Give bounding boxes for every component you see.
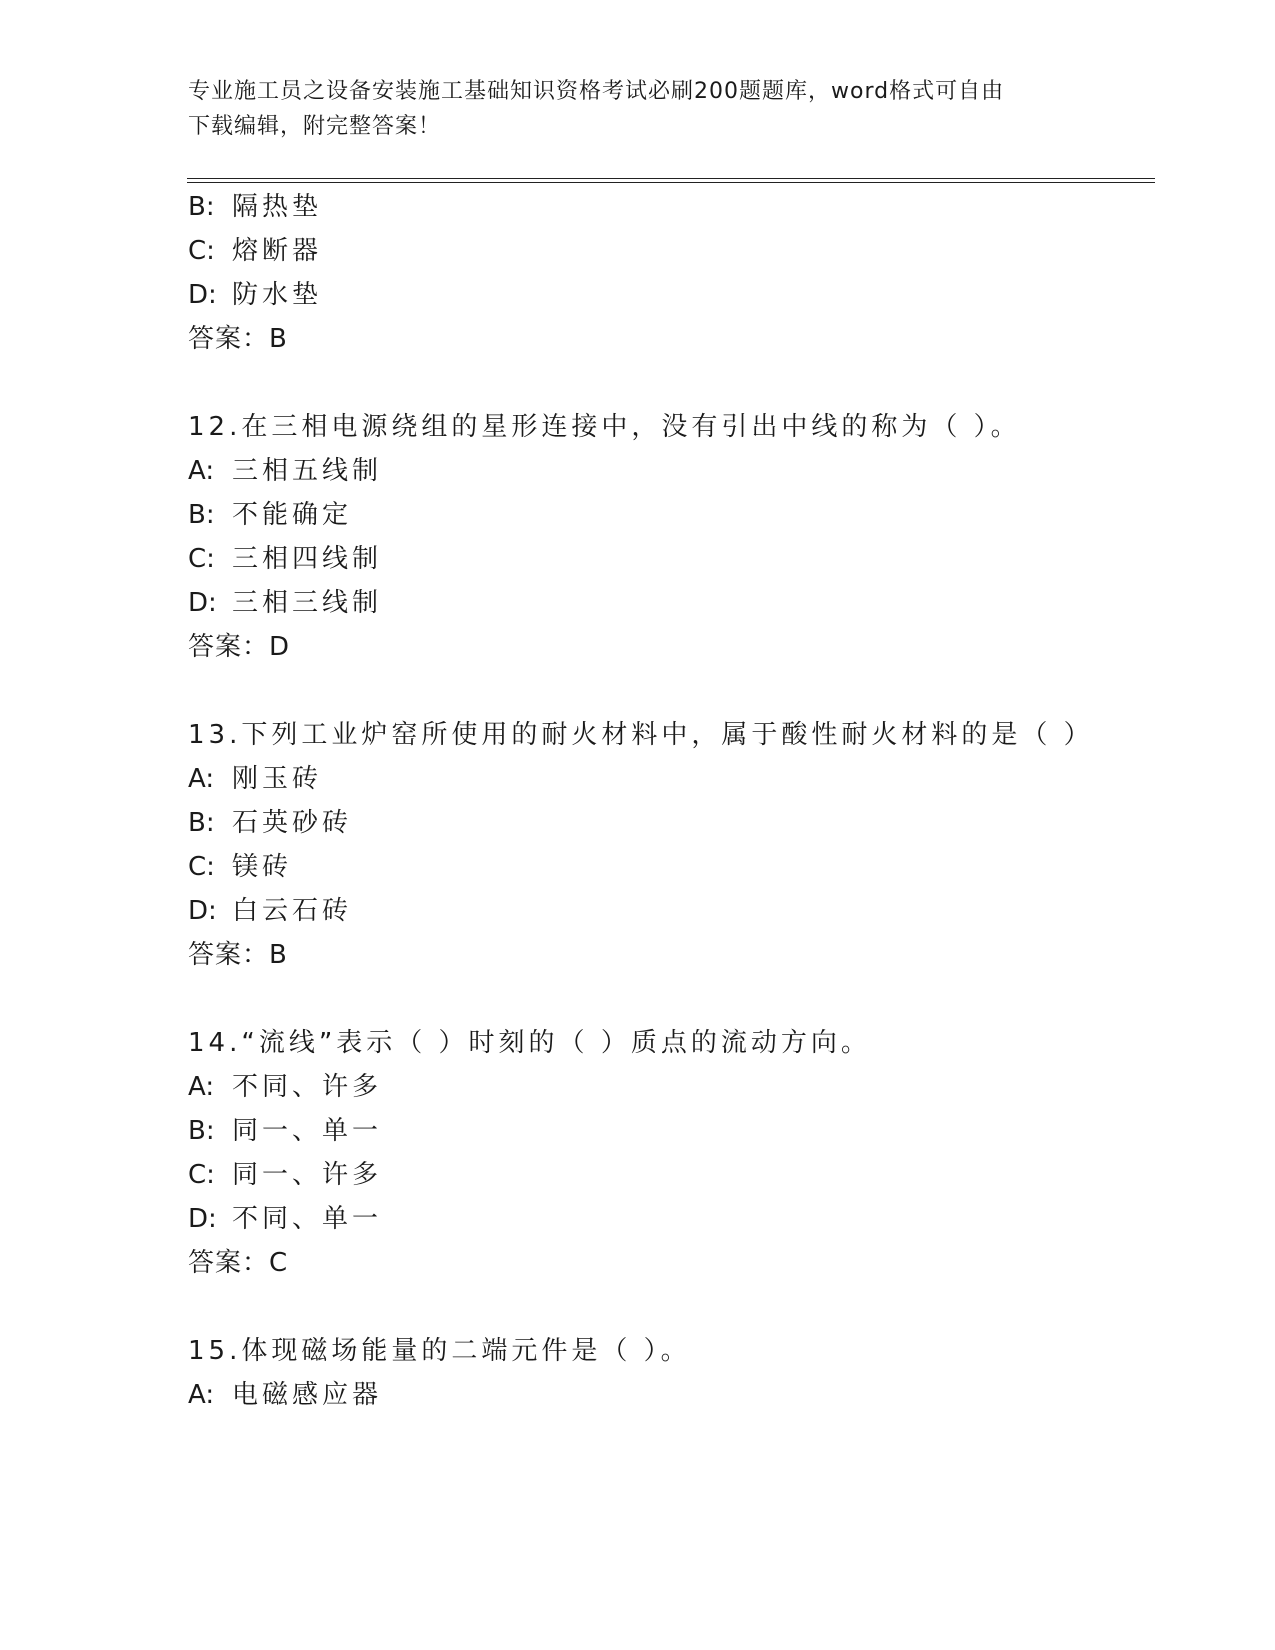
option-text: 防水垫 [232, 280, 323, 310]
option-a [188, 1070, 382, 1104]
option-text: 熔断器 [232, 236, 323, 266]
option-label: D: [188, 588, 217, 618]
question-stem: 15.体现磁场能量的二端元件是（ ）。 [188, 1336, 691, 1366]
option-b [188, 190, 322, 224]
option-text: 同一、单一 [232, 1116, 383, 1146]
question-stem: 14.“流线”表示（ ）时刻的（ ）质点的流动方向。 [188, 1028, 871, 1058]
option-label: C: [188, 544, 215, 574]
option-text: 三相五线制 [232, 456, 383, 486]
option-label: A: [188, 1380, 215, 1410]
option-label: A: [188, 1072, 215, 1102]
option-text: 三相三线制 [232, 588, 383, 618]
option-text: 三相四线制 [232, 544, 383, 574]
option-label: D: [188, 896, 217, 926]
option-text: 电磁感应器 [232, 1380, 383, 1410]
option-d [188, 1202, 382, 1236]
option-a [188, 762, 322, 796]
option-text: 不同、单一 [232, 1204, 383, 1234]
option-label: B: [188, 500, 215, 530]
option-d [188, 278, 322, 312]
option-c [188, 1158, 382, 1192]
option-label: D: [188, 280, 217, 310]
option-text: 石英砂砖 [232, 808, 353, 838]
answer: 答案：B [188, 324, 288, 354]
option-a [188, 1378, 382, 1412]
option-label: A: [188, 764, 215, 794]
answer: 答案：B [188, 940, 288, 970]
option-label: B: [188, 1116, 215, 1146]
option-d [188, 894, 352, 928]
option-text: 同一、许多 [232, 1160, 383, 1190]
option-label: B: [188, 808, 215, 838]
option-label: B: [188, 192, 215, 222]
option-text: 不同、许多 [232, 1072, 383, 1102]
option-b [188, 498, 352, 532]
option-a [188, 454, 382, 488]
option-text: 镁砖 [232, 852, 293, 882]
option-text: 刚玉砖 [232, 764, 323, 794]
header-line-1: 专业施工员之设备安装施工基础知识资格考试必刷200题题库，word格式可自由 [188, 79, 1005, 104]
option-label: C: [188, 1160, 215, 1190]
option-c [188, 542, 382, 576]
header-line-2: 下载编辑，附完整答案！ [188, 114, 442, 139]
option-d [188, 586, 382, 620]
question-stem: 13.下列工业炉窑所使用的耐火材料中，属于酸性耐火材料的是（ ） [188, 720, 1094, 750]
option-c [188, 234, 322, 268]
answer: 答案：D [188, 632, 291, 662]
option-label: C: [188, 852, 215, 882]
option-text: 隔热垫 [232, 192, 323, 222]
option-b [188, 1114, 382, 1148]
option-label: D: [188, 1204, 217, 1234]
option-text: 不能确定 [232, 500, 353, 530]
header-divider [187, 178, 1155, 183]
option-label: C: [188, 236, 215, 266]
question-stem: 12.在三相电源绕组的星形连接中，没有引出中线的称为（ ）。 [188, 412, 1021, 442]
option-b [188, 806, 352, 840]
option-c [188, 850, 292, 884]
document-header [188, 74, 1068, 144]
answer: 答案：C [188, 1248, 289, 1278]
option-text: 白云石砖 [232, 896, 353, 926]
option-label: A: [188, 456, 215, 486]
